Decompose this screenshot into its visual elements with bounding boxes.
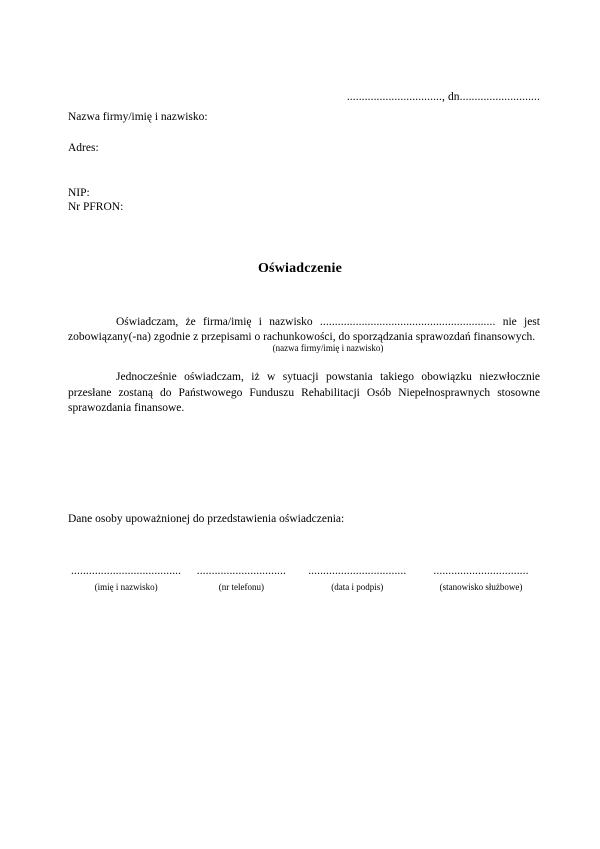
document-header — [68, 90, 540, 214]
signature-field-name — [68, 566, 184, 595]
document-body — [68, 315, 540, 416]
signature-field-position — [422, 566, 540, 595]
declaration-suffix-text: nie jest zobowiązany(-na) zgodnie z przepisami o rachunkowości, do sporządzania sprawozdań finansowych. — [68, 316, 540, 344]
pfron-number-label: Nr PFRON: — [68, 201, 124, 213]
declaration-paragraph — [68, 315, 540, 345]
authorized-person-label: Dane osoby upoważnionej do przedstawienia oświadczenia: — [68, 513, 345, 525]
signature-position-input[interactable]: ................................ — [433, 566, 529, 577]
signature-name-input[interactable]: ..................................... — [71, 566, 182, 577]
nip-label: NIP: — [68, 187, 90, 199]
signature-position-caption: (stanowisko służbowe) — [439, 582, 523, 592]
obligation-paragraph: Jednocześnie oświadczam, iż w sytuacji powstania takiego obowiązku niezwłocznie przesłane zostaną do Państwowego Funduszu Rehabilitacji Osób Niepełnosprawnych stosowne sprawozdania finansowe. — [68, 371, 540, 414]
signature-row — [68, 566, 540, 595]
signature-phone-input[interactable]: .............................. — [196, 566, 286, 577]
signature-name-caption: (imię i nazwisko) — [94, 582, 158, 592]
company-name-fill-field[interactable]: ........................................................... — [319, 316, 496, 328]
address-label: Adres: — [68, 142, 99, 154]
place-and-date-field[interactable]: ................................, dn........................... — [346, 91, 540, 103]
signature-field-phone — [194, 566, 288, 595]
signature-field-date-signature — [301, 566, 414, 595]
company-name-field-caption: (nazwa firmy/imię i nazwisko) — [272, 343, 384, 354]
header-spacer-1 — [68, 124, 540, 141]
page-title: Oświadczenie — [257, 261, 343, 276]
declaration-prefix-text: Oświadczam, że firma/imię i nazwisko — [116, 316, 320, 328]
signature-date-caption: (data i podpis) — [331, 582, 384, 592]
signature-date-input[interactable]: ................................. — [308, 566, 407, 577]
company-name-label: Nazwa firmy/imię i nazwisko: — [68, 111, 208, 123]
signature-phone-caption: (nr telefonu) — [218, 582, 264, 592]
header-spacer-2 — [68, 155, 540, 186]
